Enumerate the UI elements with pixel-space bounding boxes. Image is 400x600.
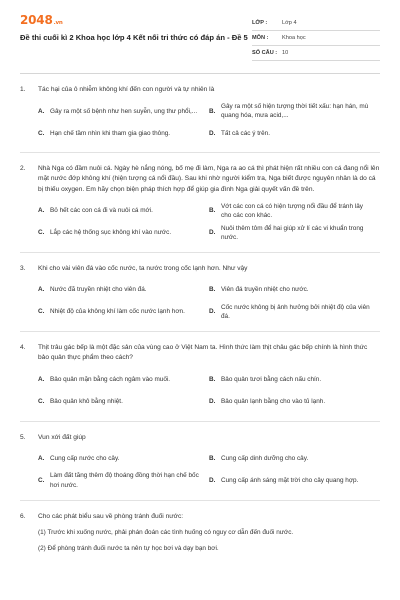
question-text bbox=[20, 85, 380, 95]
option-letter: A. bbox=[38, 375, 45, 383]
option-letter: D. bbox=[209, 229, 216, 237]
question-number: 4. bbox=[20, 344, 26, 352]
answer-option-b[interactable] bbox=[209, 449, 380, 469]
question-number: 5. bbox=[20, 433, 26, 441]
option-text: Bảo quản khô bằng nhiệt. bbox=[50, 397, 123, 405]
answer-option-c[interactable] bbox=[38, 223, 209, 243]
option-letter: D. bbox=[209, 129, 216, 137]
option-text: Cung cấp ánh sáng mặt trời cho cây quang hợp. bbox=[221, 477, 359, 485]
option-letter: B. bbox=[209, 207, 216, 215]
option-letter: A. bbox=[38, 207, 45, 215]
question-number: 3. bbox=[20, 264, 26, 272]
option-text: Nuôi thêm tôm để hai giúp xử lí các vi khuẩn trong nước. bbox=[221, 224, 364, 241]
option-letter: B. bbox=[209, 107, 216, 115]
answer-options bbox=[20, 370, 380, 414]
option-text: Cung cấp dinh dưỡng cho cây. bbox=[221, 455, 309, 463]
question-6 bbox=[20, 501, 380, 554]
question-text bbox=[20, 343, 380, 363]
meta-value: Lớp 4 bbox=[282, 19, 297, 26]
answer-option-d[interactable] bbox=[209, 471, 380, 491]
question-text bbox=[20, 164, 380, 195]
meta-label: LỚP : bbox=[252, 19, 268, 26]
statement-item: (1) Trước khi xuống nước, phải phán đoán các tình huống có nguy cơ dẫn đến đuối nước. bbox=[38, 528, 294, 536]
option-text: Hạn chế tầm nhìn khi tham gia giao thông. bbox=[50, 129, 171, 137]
option-text: Viên đá truyền nhiệt cho nước. bbox=[221, 286, 309, 294]
option-text: Nhiệt độ của không khí làm cốc nước lạnh hơn. bbox=[50, 308, 185, 316]
option-text: Bỏ hết các con cá đi và nuôi cá mới. bbox=[50, 207, 153, 215]
answer-option-a[interactable] bbox=[38, 280, 209, 300]
meta-value: 10 bbox=[282, 49, 289, 56]
question-number: 2. bbox=[20, 165, 26, 173]
answer-option-a[interactable] bbox=[38, 201, 209, 221]
option-text: Bảo quản tươi bằng cách nấu chín. bbox=[221, 375, 322, 383]
question-text bbox=[20, 264, 380, 274]
statement-item: (2) Để phòng tránh đuối nước ta nên tự học bơi và dạy bạn bơi. bbox=[38, 545, 219, 553]
answer-option-b[interactable] bbox=[209, 280, 380, 300]
option-text: Gây ra một số bệnh như hen suyễn, ung thư phổi,... bbox=[50, 107, 198, 115]
option-text: Tất cả các ý trên. bbox=[221, 129, 271, 137]
answer-option-d[interactable] bbox=[209, 223, 380, 243]
option-text: Cốc nước không bị ảnh hưởng bởi nhiệt độ của viên đá. bbox=[221, 303, 370, 321]
option-text: Gây ra một số hiện tượng thời tiết xấu: hạn hán, mù quang hóa, mưa acid,... bbox=[221, 102, 369, 120]
question-body: Cho các phát biểu sau về phòng tránh đuối nước: bbox=[38, 512, 184, 520]
answer-option-c[interactable] bbox=[38, 471, 209, 491]
option-letter: C. bbox=[38, 129, 45, 137]
option-letter: D. bbox=[209, 397, 216, 405]
question-text bbox=[20, 512, 380, 522]
question-body: Thịt trâu gác bếp là một đặc sản của vùng cao ở Việt Nam ta. Hình thức làm thịt châu gác bếp chính là hình thức bảo quản thực phẩm theo cách? bbox=[38, 344, 368, 362]
answer-option-c[interactable] bbox=[38, 302, 209, 322]
option-letter: A. bbox=[38, 107, 45, 115]
answer-option-b[interactable] bbox=[209, 201, 380, 221]
question-2 bbox=[20, 153, 380, 253]
logo-main: 2048 bbox=[20, 13, 53, 27]
meta-label: MÔN : bbox=[252, 34, 269, 41]
question-body: Nhà Nga có đầm nuôi cá. Ngày hè nắng nóng, bố mẹ đi làm, Nga ra ao cá thì phát hiện rất nhiều con cá đang nổi lên mặt nước đớp không khí (hiện tượng cá nổi đầu). Sau khi nhờ người kiểm tra, Nga biết được nguyên nhân là do cá bị thiếu oxygen. Em hãy chọn biện pháp thích hợp để giúp gia đình Nga giải quyết vấn đề trên. bbox=[38, 165, 380, 193]
option-letter: B. bbox=[209, 375, 216, 383]
question-body: Khi cho vài viên đá vào cốc nước, ta nước trong cốc lạnh hơn. Như vậy bbox=[38, 264, 248, 272]
meta-info-box bbox=[252, 16, 380, 61]
question-number: 1. bbox=[20, 86, 26, 93]
answer-option-b[interactable] bbox=[209, 101, 380, 121]
answer-option-d[interactable] bbox=[209, 123, 380, 143]
option-text: Lắp các hệ thống sục không khí vào nước. bbox=[50, 229, 172, 237]
option-text: Cung cấp nước cho cây. bbox=[50, 455, 120, 463]
answer-option-c[interactable] bbox=[38, 392, 209, 412]
answer-option-a[interactable] bbox=[38, 449, 209, 469]
document-header bbox=[20, 14, 380, 61]
question-number: 6. bbox=[20, 512, 26, 520]
answer-option-b[interactable] bbox=[209, 370, 380, 390]
question-body: Vun xới đất giúp bbox=[38, 433, 86, 441]
option-text: Bảo quản mặn bằng cách ngâm vào muối. bbox=[50, 375, 171, 383]
meta-label: SỐ CÂU : bbox=[252, 49, 278, 56]
option-text: Bảo quản lạnh bằng cho vào tủ lạnh. bbox=[221, 397, 326, 405]
statement-list bbox=[20, 528, 380, 554]
option-letter: C. bbox=[38, 477, 45, 485]
meta-row-grade bbox=[252, 16, 380, 31]
answer-option-a[interactable] bbox=[38, 370, 209, 390]
logo-suffix: .vn bbox=[53, 20, 63, 26]
answer-options bbox=[20, 280, 380, 324]
answer-options bbox=[20, 201, 380, 245]
header-left bbox=[20, 14, 252, 43]
answer-option-d[interactable] bbox=[209, 302, 380, 322]
option-letter: D. bbox=[209, 308, 216, 316]
option-text: Nước đã truyền nhiệt cho viên đá. bbox=[50, 286, 147, 294]
option-letter: C. bbox=[38, 308, 45, 316]
option-text: Làm đất tăng thêm độ thoáng đồng thời hạn chế bốc hơi nước. bbox=[50, 472, 199, 489]
answer-option-d[interactable] bbox=[209, 392, 380, 412]
option-letter: B. bbox=[209, 455, 216, 463]
question-1 bbox=[20, 74, 380, 153]
question-body: Tác hại của ô nhiễm không khí đến con người và tự nhiên là bbox=[38, 86, 215, 93]
meta-row-subject bbox=[252, 31, 380, 46]
option-text: Vớt các con cá có hiện tượng nổi đầu để tránh lây cho các con khác. bbox=[221, 202, 363, 219]
option-letter: D. bbox=[209, 477, 216, 485]
option-letter: B. bbox=[209, 286, 216, 294]
question-text bbox=[20, 433, 380, 443]
page-title: Đề thi cuối kì 2 Khoa học lớp 4 Kết nối tri thức có đáp án - Đề 5 bbox=[20, 32, 248, 42]
option-letter: A. bbox=[38, 455, 45, 463]
site-logo[interactable] bbox=[20, 14, 252, 27]
option-letter: C. bbox=[38, 397, 45, 405]
answer-options bbox=[20, 101, 380, 145]
question-4 bbox=[20, 332, 380, 421]
question-5 bbox=[20, 422, 380, 501]
answer-option-a[interactable] bbox=[38, 101, 209, 121]
meta-row-question-count bbox=[252, 46, 380, 61]
option-letter: C. bbox=[38, 229, 45, 237]
answer-options bbox=[20, 449, 380, 493]
question-3 bbox=[20, 253, 380, 332]
option-letter: A. bbox=[38, 286, 45, 294]
meta-value: Khoa học bbox=[282, 34, 306, 41]
answer-option-c[interactable] bbox=[38, 123, 209, 143]
